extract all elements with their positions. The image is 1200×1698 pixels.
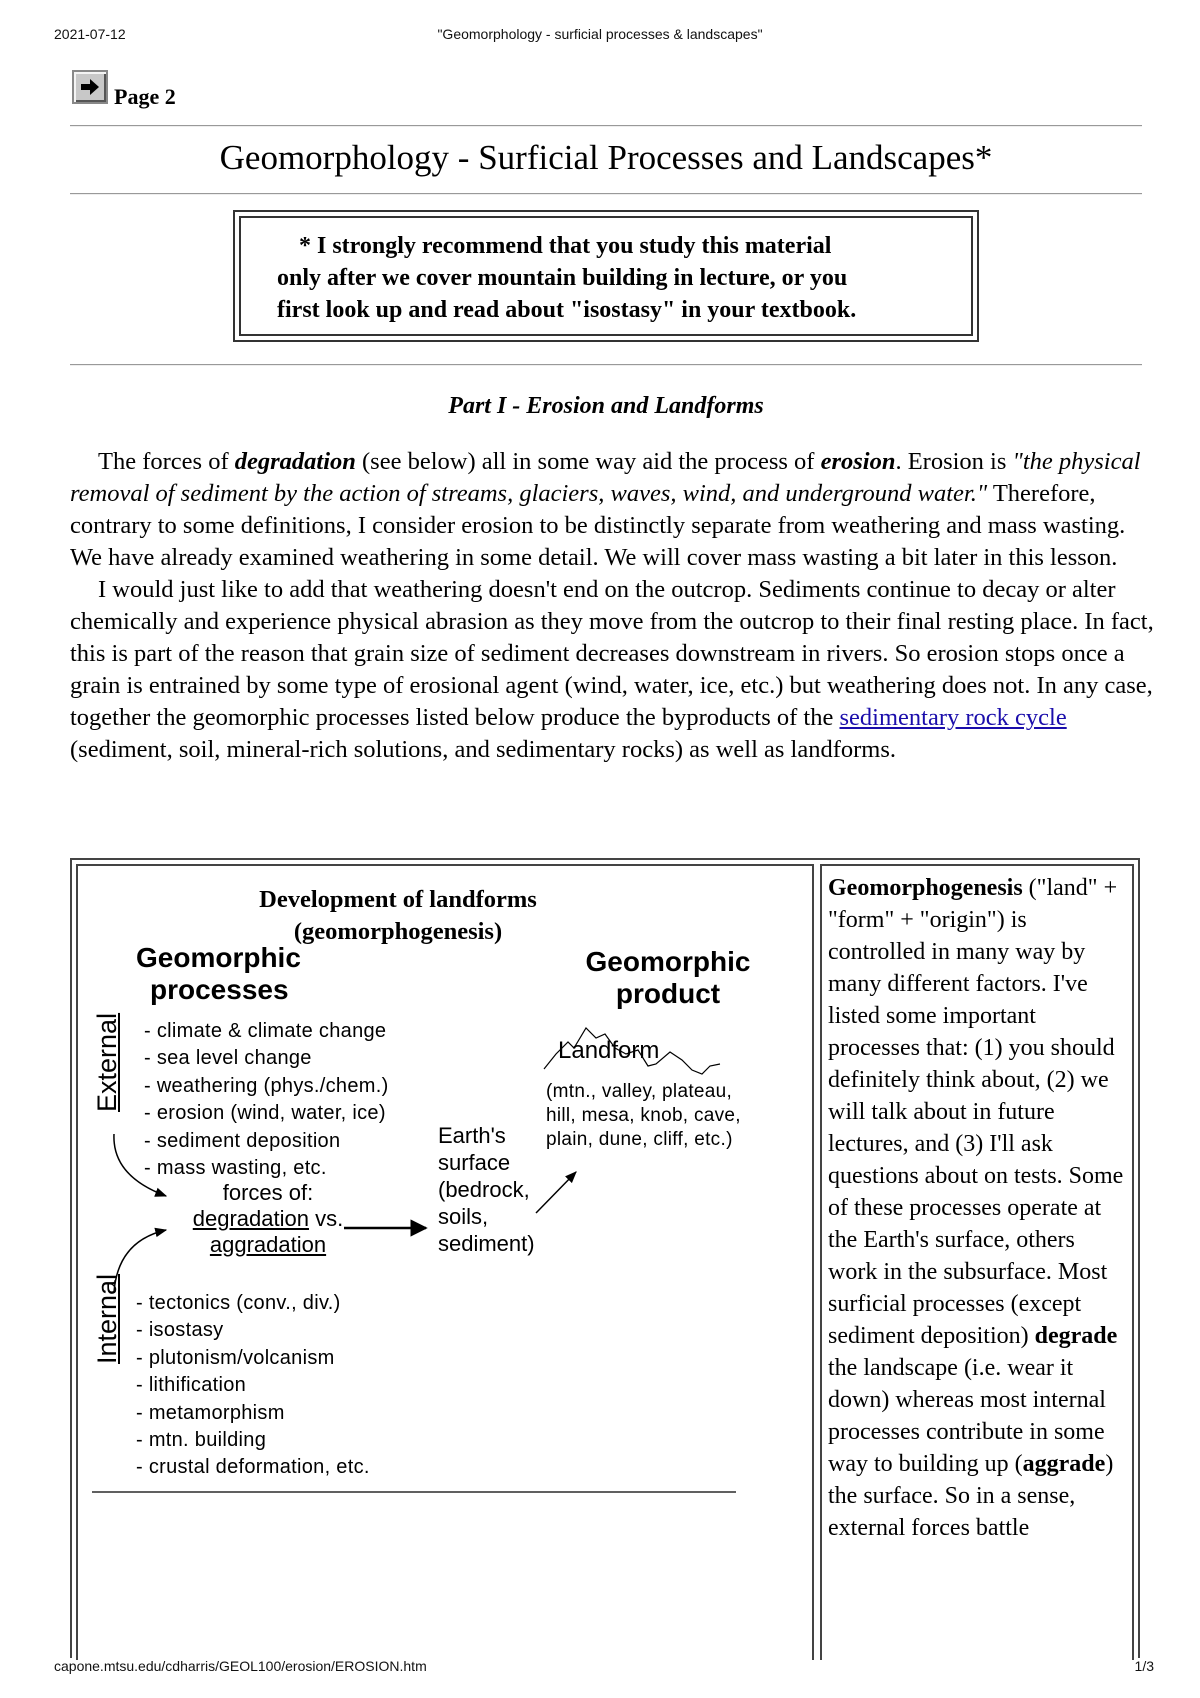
landform-example-line: plain, dune, cliff, etc.)	[546, 1129, 733, 1150]
internal-process-item: - crustal deformation, etc.	[136, 1456, 370, 1479]
erosion-definition: "the physical removal of sediment by the action of streams, glaciers, waves, wind, and underground water."	[70, 448, 1141, 507]
footer-url: capone.mtsu.edu/cdharris/GEOL100/erosion/EROSION.htm	[54, 1658, 427, 1674]
note-line-2: only after we cover mountain building in lecture, or you	[277, 265, 848, 291]
external-process-item: - erosion (wind, water, ice)	[144, 1102, 386, 1125]
print-date: 2021-07-12	[54, 26, 126, 42]
paragraph-erosion: The forces of degradation (see below) all in some way aid the process of erosion. Erosion is "the physical removal of sediment by the action of streams, glaciers, waves, wind, and underground water." Therefore, contrary to some definitions, I consider erosion to be distinctly separate from weathering and mass wasting. We have already examined weathering in some detail. We will cover mass wasting a bit later in this lesson.	[70, 448, 1141, 571]
internal-process-item: - lithification	[136, 1374, 247, 1397]
diagram-title: Development of landforms (geomorphogenesis)	[259, 886, 537, 945]
note-line-1: * I strongly recommend that you study this material	[299, 233, 832, 259]
external-process-item: - sediment deposition	[144, 1129, 341, 1152]
internal-arrow	[114, 1230, 166, 1292]
external-process-item: - climate & climate change	[144, 1020, 387, 1042]
aggradation-label: aggradation	[209, 1232, 327, 1257]
external-process-item: - mass wasting, etc.	[144, 1157, 327, 1180]
landform-label: Landform	[558, 1037, 660, 1064]
forces-of-label: forces of: degradation vs. aggradation	[192, 1180, 344, 1257]
next-page-button[interactable]	[72, 70, 108, 104]
external-arrow	[114, 1134, 166, 1196]
body-text	[70, 446, 1156, 766]
external-process-item: - weathering (phys./chem.)	[144, 1074, 389, 1097]
sedimentary-rock-cycle-link[interactable]: sedimentary rock cycle	[839, 704, 1067, 731]
sidebar-heading: Geomorphogenesis	[828, 875, 1023, 901]
product-heading: Geomorphic product	[585, 946, 751, 1009]
term-degradation: degradation	[234, 448, 356, 475]
part-heading: Part I - Erosion and Landforms	[448, 393, 764, 419]
divider	[70, 364, 1142, 366]
term-erosion: erosion	[820, 448, 896, 475]
page-label: Page 2	[114, 84, 176, 109]
divider	[70, 125, 1142, 127]
right-arrow-icon	[79, 77, 101, 97]
mountain-silhouette-icon	[544, 1028, 720, 1074]
paragraph-weathering: I would just like to add that weathering doesn't end on the outcrop. Sediments continue to decay or alter chemically and experience physical abrasion as they move from the outcrop to their final resting place. In fact, this is part of the reason that grain size of sediment decreases downstream in rivers. So erosion stops once a grain is entrained by some type of erosional agent (wind, water, ice, etc.) but weathering does not. In any case, together the geomorphic processes listed below produce the byproducts of the sedimentary rock cycle (sediment, soil, mineral-rich solutions, and sedimentary rocks) as well as landforms.	[70, 576, 1154, 763]
earth-surface-line: Earth's	[438, 1123, 506, 1148]
earth-surface-line: soils,	[438, 1204, 489, 1229]
sidebar-text: Geomorphogenesis ("land" + "form" + "origin") is controlled in many way by many different factors. I've listed some important processes that: (1) you should definitely think about, (2) we will talk about in future lectures, and (3) I'll ask questions about on tests. Some of these processes operate at the Earth's surface, others work in the subsurface. Most surficial processes (except sediment deposition) degrade the landscape (i.e. wear it down) whereas most internal processes contribute in some way to building up (aggrade) the surface. So in a sense, external forces battle	[820, 864, 1134, 1660]
landform-example-line: hill, mesa, knob, cave,	[546, 1105, 741, 1126]
divider	[70, 193, 1142, 195]
diagram-cell	[76, 864, 814, 1660]
surface-to-landform-arrow	[536, 1172, 576, 1213]
external-process-item: - sea level change	[144, 1047, 312, 1070]
diagram-graphics	[78, 866, 812, 1662]
internal-process-item: - tectonics (conv., div.)	[136, 1292, 341, 1314]
earth-surface-line: surface	[438, 1150, 511, 1175]
degradation-label: degradation	[192, 1206, 309, 1231]
footer-page-number: 1/3	[1134, 1658, 1154, 1674]
page-title: Geomorphology - Surficial Processes and Landscapes*	[219, 138, 993, 177]
geomorphogenesis-figure-table	[70, 858, 1140, 1658]
note-line-3: first look up and read about "isostasy" in your textbook.	[277, 297, 857, 323]
earth-surface-line: sediment)	[438, 1231, 535, 1256]
external-label: External	[92, 1012, 122, 1112]
earth-surface-line: (bedrock,	[438, 1177, 530, 1202]
internal-process-item: - mtn. building	[136, 1429, 267, 1452]
print-doc-title: "Geomorphology - surficial processes & landscapes"	[437, 26, 763, 42]
processes-heading: Geomorphic processes	[136, 942, 301, 1005]
internal-process-item: - plutonism/volcanism	[136, 1346, 335, 1369]
internal-process-item: - isostasy	[136, 1319, 224, 1342]
landform-example-line: (mtn., valley, plateau,	[546, 1081, 733, 1102]
recommendation-note	[233, 210, 979, 342]
internal-process-item: - metamorphism	[136, 1401, 285, 1424]
internal-label: Internal	[92, 1273, 122, 1364]
